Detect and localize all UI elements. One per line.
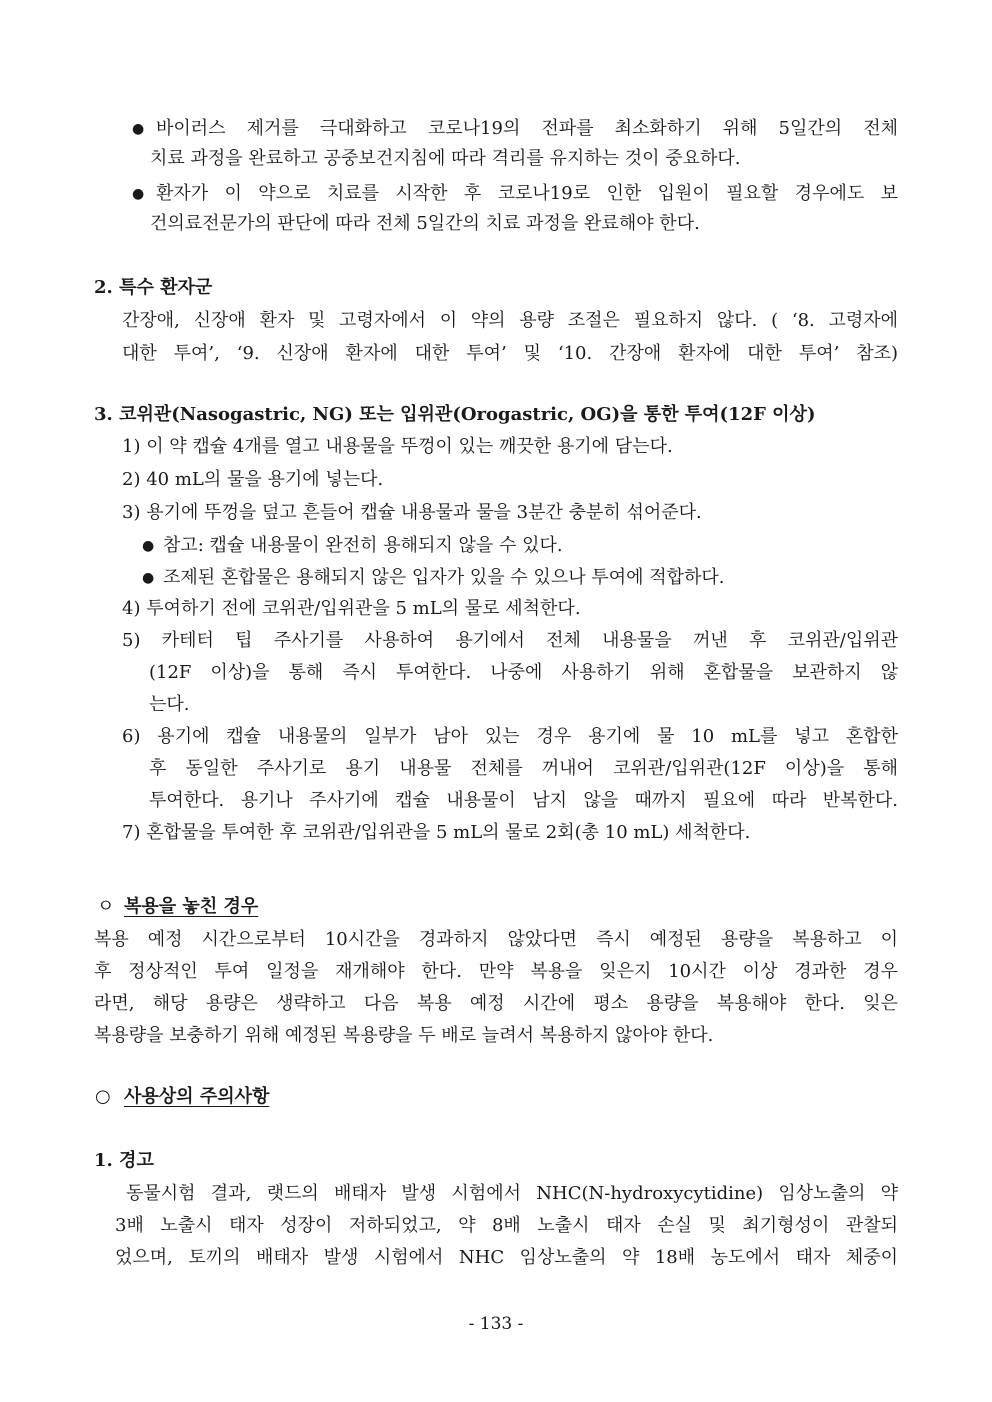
missed-marker: ㅇ — [97, 896, 115, 917]
section-heading-warning: 1. 경고 — [94, 1150, 154, 1171]
ng-step-2: 2) 40 mL의 물을 용기에 넣는다. — [122, 469, 384, 490]
missed-heading: 복용을 놓친 경우 — [124, 896, 259, 917]
ng-step-4: 4) 투여하기 전에 코위관/입위관을 5 mL의 물로 세척한다. — [122, 598, 581, 619]
ng-step-5-line-2: (12F 이상)을 통해 즉시 투여한다. 나중에 사용하기 위해 혼합물을 보관하지 않 — [149, 662, 898, 683]
warning-line-3: 었으며, 토끼의 배태자 발생 시험에서 NHC 임상노출의 약 18배 농도에서 태자 체중이 — [115, 1247, 898, 1268]
bullet-dot: ● — [142, 570, 155, 586]
ng-step-7: 7) 혼합물을 투여한 후 코위관/입위관을 5 mL의 물로 2회(총 10 mL) 세척한다. — [122, 822, 751, 843]
bullet-1-line-2: 치료 과정을 완료하고 공중보건지침에 따라 격리를 유지하는 것이 중요하다. — [150, 148, 741, 169]
warning-line-1: 동물시험 결과, 랫드의 배태자 발생 시험에서 NHC(N-hydroxycytidine) 임상노출의 약 — [126, 1183, 898, 1204]
missed-line-3: 라면, 해당 용량은 생략하고 다음 복용 예정 시간에 평소 용량을 복용해야 한다. 잊은 — [94, 993, 898, 1014]
bullet-dot: ● — [132, 186, 145, 202]
bullet-dot: ● — [132, 121, 145, 137]
missed-line-1: 복용 예정 시간으로부터 10시간을 경과하지 않았다면 즉시 예정된 용량을 복용하고 이 — [94, 929, 898, 950]
ng-step-3: 3) 용기에 뚜껑을 덮고 흔들어 캡슐 내용물과 물을 3분간 충분히 섞어준다. — [122, 502, 702, 523]
precautions-marker: ○ — [95, 1086, 111, 1107]
ng-step-3-note-2: 조제된 혼합물은 용해되지 않은 입자가 있을 수 있으나 투여에 적합하다. — [163, 567, 725, 588]
section-heading-special: 2. 특수 환자군 — [94, 277, 213, 298]
ng-step-5-line-3: 는다. — [149, 694, 190, 715]
ng-step-6-line-3: 투여한다. 용기나 주사기에 캡슐 내용물이 남지 않을 때까지 필요에 따라 반복한다. — [149, 790, 898, 811]
page-number: - 133 - — [468, 1314, 524, 1334]
bullet-2-line-1: 환자가 이 약으로 치료를 시작한 후 코로나19로 인한 입원이 필요할 경우에도 보 — [156, 183, 898, 204]
missed-line-2: 후 정상적인 투여 일정을 재개해야 한다. 만약 복용을 잊은지 10시간 이상 경과한 경우 — [94, 961, 898, 982]
warning-line-2: 3배 노출시 태자 성장이 저하되었고, 약 8배 노출시 태자 손실 및 최기형성이 관찰되 — [115, 1215, 898, 1236]
bullet-1-line-1: 바이러스 제거를 극대화하고 코로나19의 전파를 최소화하기 위해 5일간의 전체 — [156, 118, 898, 139]
ng-step-5-line-1: 5) 카테터 팁 주사기를 사용하여 용기에서 전체 내용물을 꺼낸 후 코위관/입위관 — [122, 630, 898, 651]
ng-step-1: 1) 이 약 캡슐 4개를 열고 내용물을 뚜껑이 있는 깨끗한 용기에 담는다. — [122, 436, 673, 457]
bullet-2-line-2: 건의료전문가의 판단에 따라 전체 5일간의 치료 과정을 완료해야 한다. — [150, 213, 700, 234]
ng-step-6-line-1: 6) 용기에 캡슐 내용물의 일부가 남아 있는 경우 용기에 물 10 mL를 넣고 혼합한 — [122, 726, 898, 747]
section-heading-ng: 3. 코위관(Nasogastric, NG) 또는 입위관(Orogastric, OG)을 통한 투여(12F 이상) — [94, 404, 816, 425]
bullet-dot: ● — [142, 538, 155, 554]
ng-step-3-note-1: 참고: 캡슐 내용물이 완전히 용해되지 않을 수 있다. — [163, 535, 563, 556]
special-line-2: 대한 투여’, ‘9. 신장애 환자에 대한 투여’ 및 ‘10. 간장애 환자에 대한 투여’ 참조) — [122, 343, 898, 364]
special-line-1: 간장애, 신장애 환자 및 고령자에서 이 약의 용량 조절은 필요하지 않다. ( ‘8. 고령자에 — [122, 310, 898, 331]
missed-line-4: 복용량을 보충하기 위해 예정된 복용량을 두 배로 늘려서 복용하지 않아야 한다. — [94, 1025, 714, 1046]
precautions-heading: 사용상의 주의사항 — [124, 1086, 270, 1107]
ng-step-6-line-2: 후 동일한 주사기로 용기 내용물 전체를 꺼내어 코위관/입위관(12F 이상)을 통해 — [149, 758, 898, 779]
